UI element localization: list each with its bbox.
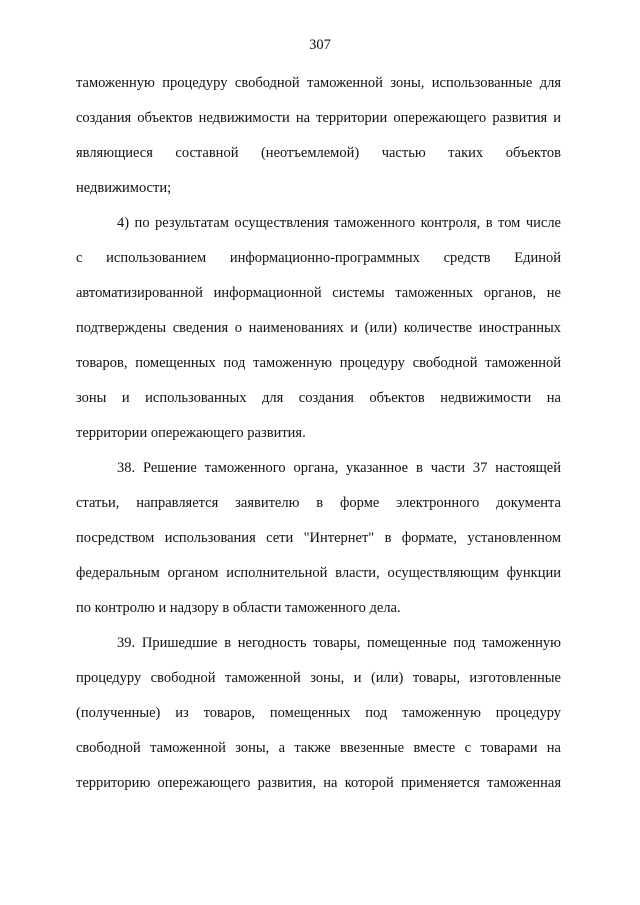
paragraph-2-line-6: зоны и использованных для создания объектов недвижимости на [76, 390, 561, 406]
paragraph-4-line-2: процедуру свободной таможенной зоны, и (или) товары, изготовленные [76, 670, 561, 686]
paragraph-2-line-4: подтверждены сведения о наименованиях и (или) количестве иностранных [76, 320, 561, 336]
paragraph-3-line-4: федеральным органом исполнительной власти, осуществляющим функции [76, 565, 561, 581]
paragraph-2-line-3: автоматизированной информационной системы таможенных органов, не [76, 285, 561, 301]
paragraph-3-line-2: статьи, направляется заявителю в форме электронного документа [76, 495, 561, 511]
paragraph-2-line-7: территории опережающего развития. [76, 425, 306, 441]
paragraph-4-line-3: (полученные) из товаров, помещенных под таможенную процедуру [76, 705, 561, 721]
paragraph-2-line-5: товаров, помещенных под таможенную процедуру свободной таможенной [76, 355, 561, 371]
paragraph-4-line-1: 39. Пришедшие в негодность товары, помещенные под таможенную [117, 635, 561, 651]
paragraph-2-line-1: 4) по результатам осуществления таможенного контроля, в том числе [117, 215, 561, 231]
paragraph-1-line-2: создания объектов недвижимости на территории опережающего развития и [76, 110, 561, 126]
paragraph-1-line-3: являющиеся составной (неотъемлемой) частью таких объектов [76, 145, 561, 161]
paragraph-4-line-4: свободной таможенной зоны, а также ввезенные вместе с товарами на [76, 740, 561, 756]
paragraph-1-line-4: недвижимости; [76, 180, 172, 196]
paragraph-4-line-5: территорию опережающего развития, на которой применяется таможенная [76, 775, 561, 791]
paragraph-3-line-5: по контролю и надзору в области таможенного дела. [76, 600, 401, 616]
page-number: 307 [309, 37, 331, 53]
paragraph-1-line-1: таможенную процедуру свободной таможенной зоны, использованные для [76, 75, 561, 91]
paragraph-3-line-1: 38. Решение таможенного органа, указанное в части 37 настоящей [117, 460, 561, 476]
paragraph-3-line-3: посредством использования сети "Интернет" в формате, установленном [76, 530, 561, 546]
paragraph-2-line-2: с использованием информационно-программных средств Единой [76, 250, 561, 266]
